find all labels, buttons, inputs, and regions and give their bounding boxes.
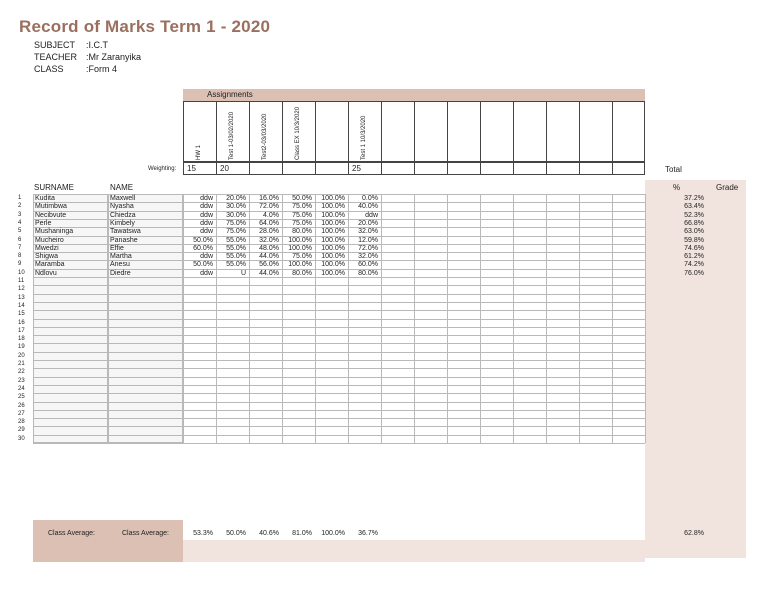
student-mark: 50.0% — [193, 261, 213, 269]
student-mark: 100.0% — [321, 219, 345, 227]
grid-row-line — [33, 360, 645, 361]
student-name: Tawatswa — [110, 228, 141, 236]
grid-row-line — [33, 443, 645, 444]
class-average-label-band — [33, 520, 183, 562]
row-number: 26 — [18, 402, 25, 409]
student-mark: 48.0% — [259, 244, 279, 252]
class-average-value: 40.6% — [259, 530, 279, 537]
name-header: NAME — [110, 183, 134, 192]
student-mark: 80.0% — [292, 228, 312, 236]
student-name: Nyasha — [110, 203, 134, 211]
row-number: 6 — [18, 236, 22, 243]
student-total: 76.0% — [684, 269, 704, 277]
meta-subject-value: :I.C.T — [86, 40, 108, 50]
student-mark: 64.0% — [259, 219, 279, 227]
student-total: 74.2% — [684, 261, 704, 269]
row-number: 14 — [18, 302, 25, 309]
row-number: 13 — [18, 294, 25, 301]
row-number: 28 — [18, 419, 25, 426]
class-average-lower-band — [183, 540, 645, 562]
student-mark: 0.0% — [362, 195, 378, 202]
student-mark: 40.0% — [358, 203, 378, 211]
grid-row-line — [33, 410, 645, 411]
grid-row-line — [33, 327, 645, 328]
percent-label: % — [673, 183, 681, 192]
student-name: Martha — [110, 253, 132, 261]
student-total: 61.2% — [684, 253, 704, 261]
student-mark: 100.0% — [321, 211, 345, 219]
student-total: 63.4% — [684, 203, 704, 211]
student-mark: 72.0% — [259, 203, 279, 211]
student-mark: 80.0% — [292, 269, 312, 277]
student-mark: 100.0% — [288, 244, 312, 252]
class-average-label: Class Average: — [48, 530, 95, 537]
student-name: Panashe — [110, 236, 138, 244]
student-name: Diedre — [110, 269, 131, 277]
student-surname: Mutimbwa — [35, 203, 67, 211]
grid-row-line — [33, 302, 645, 303]
row-number: 15 — [18, 311, 25, 318]
class-average-value: 50.0% — [226, 530, 246, 537]
student-total: 66.8% — [684, 219, 704, 227]
student-surname: Shigwa — [35, 253, 58, 261]
student-surname: Mucheiro — [35, 236, 64, 244]
student-mark: 4.0% — [263, 211, 279, 219]
student-name: Kimbely — [110, 219, 135, 227]
row-number: 21 — [18, 361, 25, 367]
student-mark: ddw — [200, 195, 213, 202]
row-number: 7 — [18, 244, 22, 251]
student-surname: Necibvute — [35, 211, 67, 219]
student-surname: Mwedzi — [35, 244, 59, 252]
student-name: Chiedza — [110, 211, 136, 219]
class-average-value: 36.7% — [358, 530, 378, 537]
meta-class — [34, 64, 117, 74]
meta-teacher-value: :Mr Zaranyika — [86, 52, 142, 62]
grade-column-band — [713, 180, 746, 558]
weighting-value: 25 — [352, 164, 361, 173]
grid-row-line — [33, 418, 645, 419]
student-mark: 100.0% — [321, 261, 345, 269]
student-name: Effie — [110, 244, 124, 252]
meta-teacher-key: TEACHER — [34, 52, 78, 62]
row-number: 1 — [18, 195, 22, 201]
student-mark: U — [240, 269, 246, 277]
row-number: 27 — [18, 410, 25, 417]
grid-row-line — [33, 310, 645, 311]
row-number: 2 — [18, 203, 22, 210]
grid-row-line — [33, 343, 645, 344]
surname-header: SURNAME — [34, 183, 75, 192]
student-mark: 55.0% — [226, 244, 246, 252]
student-total: 52.3% — [684, 211, 704, 219]
report-title: Record of Marks Term 1 - 2020 — [19, 17, 271, 36]
student-mark: 100.0% — [321, 195, 345, 202]
meta-class-value: :Form 4 — [86, 64, 118, 74]
row-number: 22 — [18, 369, 25, 376]
student-total: 74.6% — [684, 244, 704, 252]
student-mark: 75.0% — [292, 211, 312, 219]
row-number: 11 — [18, 278, 25, 284]
student-mark: 100.0% — [288, 236, 312, 244]
student-mark: 55.0% — [226, 261, 246, 269]
student-surname: Maramba — [35, 261, 65, 269]
assignment-column-label: HW 1 — [196, 145, 202, 160]
class-average-value: 81.0% — [292, 530, 312, 537]
student-mark: ddw — [200, 203, 213, 211]
student-surname: Perle — [35, 219, 52, 227]
student-mark: ddw — [200, 269, 213, 277]
grid-row-line — [33, 285, 645, 286]
grid-row-line — [33, 393, 645, 394]
row-number: 23 — [18, 377, 25, 384]
row-number: 8 — [18, 253, 22, 260]
student-mark: 56.0% — [259, 261, 279, 269]
student-mark: 100.0% — [321, 236, 345, 244]
row-number: 30 — [18, 435, 25, 442]
assignments-label: Assignments — [207, 90, 253, 99]
student-mark: 50.0% — [193, 236, 213, 244]
grid-row-line — [33, 352, 645, 353]
assignment-column-label: Test 1-03/02/2020 — [229, 111, 235, 160]
student-mark: 80.0% — [358, 269, 378, 277]
student-mark: 32.0% — [358, 253, 378, 261]
row-number: 18 — [18, 336, 25, 343]
row-number: 19 — [18, 344, 25, 351]
student-mark: 30.0% — [226, 203, 246, 211]
grid-row-line — [33, 385, 645, 386]
student-mark: 75.0% — [292, 203, 312, 211]
student-mark: 12.0% — [358, 236, 378, 244]
student-mark: 60.0% — [193, 244, 213, 252]
grid-row-line — [33, 435, 645, 436]
row-number: 9 — [18, 261, 22, 268]
weighting-row-box — [183, 162, 645, 175]
class-average-value: 53.3% — [193, 530, 213, 537]
grid-row-line — [33, 402, 645, 403]
student-mark: 100.0% — [321, 244, 345, 252]
student-total: 37.2% — [684, 195, 704, 202]
row-number: 16 — [18, 319, 25, 326]
row-number: 20 — [18, 352, 25, 359]
row-number: 4 — [18, 219, 22, 226]
student-mark: 28.0% — [259, 228, 279, 236]
student-mark: 100.0% — [321, 269, 345, 277]
grade-label: Grade — [716, 183, 739, 192]
student-mark: 55.0% — [226, 253, 246, 261]
row-number: 5 — [18, 228, 22, 235]
student-mark: 16.0% — [259, 195, 279, 202]
student-mark: ddw — [200, 253, 213, 261]
class-average-label: Class Average: — [122, 530, 169, 537]
student-mark: 32.0% — [259, 236, 279, 244]
row-number: 3 — [18, 211, 22, 218]
meta-subject — [34, 40, 108, 50]
assignment-column-label: Class EX 10/3/2020 — [295, 106, 301, 160]
meta-class-key: CLASS — [34, 64, 64, 74]
student-mark: 72.0% — [358, 244, 378, 252]
grid-row-line — [33, 294, 645, 295]
student-mark: 32.0% — [358, 228, 378, 236]
student-mark: ddw — [200, 228, 213, 236]
student-mark: 50.0% — [292, 195, 312, 202]
grid-row-line — [33, 426, 645, 427]
student-mark: ddw — [200, 219, 213, 227]
student-mark: 75.0% — [226, 219, 246, 227]
row-number: 24 — [18, 385, 25, 392]
assignment-column-label: Test2-03/03/2020 — [262, 113, 268, 160]
student-name: Anesu — [110, 261, 130, 269]
weighting-label: Weighting: — [148, 166, 177, 172]
student-total: 63.0% — [684, 228, 704, 236]
class-average-total: 62.8% — [684, 530, 704, 537]
meta-subject-key: SUBJECT — [34, 40, 76, 50]
student-mark: ddw — [200, 211, 213, 219]
student-mark: 75.0% — [292, 253, 312, 261]
assignment-column-label: Test 1 10/3/2020 — [361, 115, 367, 160]
meta-teacher — [34, 52, 141, 62]
student-mark: 30.0% — [226, 211, 246, 219]
student-mark: 20.0% — [226, 195, 246, 202]
total-label: Total — [665, 165, 682, 174]
row-number: 10 — [18, 269, 25, 276]
student-surname: Mushaninga — [35, 228, 74, 236]
weighting-value: 15 — [187, 164, 196, 173]
student-mark: 100.0% — [288, 261, 312, 269]
grid-row-line — [33, 377, 645, 378]
grid-row-line — [33, 335, 645, 336]
student-mark: 44.0% — [259, 269, 279, 277]
student-mark: 60.0% — [358, 261, 378, 269]
row-number: 29 — [18, 427, 25, 434]
student-mark: 100.0% — [321, 253, 345, 261]
grid-row-line — [33, 319, 645, 320]
student-name: Maxwell — [110, 195, 136, 202]
class-average-value: 100.0% — [321, 530, 345, 537]
student-mark: 55.0% — [226, 236, 246, 244]
student-surname: Kudita — [35, 195, 55, 202]
student-surname: Ndlovu — [35, 269, 57, 277]
row-number: 25 — [18, 394, 25, 401]
row-number: 12 — [18, 286, 25, 293]
student-mark: 100.0% — [321, 203, 345, 211]
row-number: 17 — [18, 327, 25, 334]
grid-row-line — [33, 368, 645, 369]
student-mark: 75.0% — [292, 219, 312, 227]
student-mark: 100.0% — [321, 228, 345, 236]
student-total: 59.8% — [684, 236, 704, 244]
student-mark: 75.0% — [226, 228, 246, 236]
student-mark: ddw — [365, 211, 378, 219]
student-mark: 44.0% — [259, 253, 279, 261]
weighting-value: 20 — [220, 164, 229, 173]
student-mark: 20.0% — [358, 219, 378, 227]
